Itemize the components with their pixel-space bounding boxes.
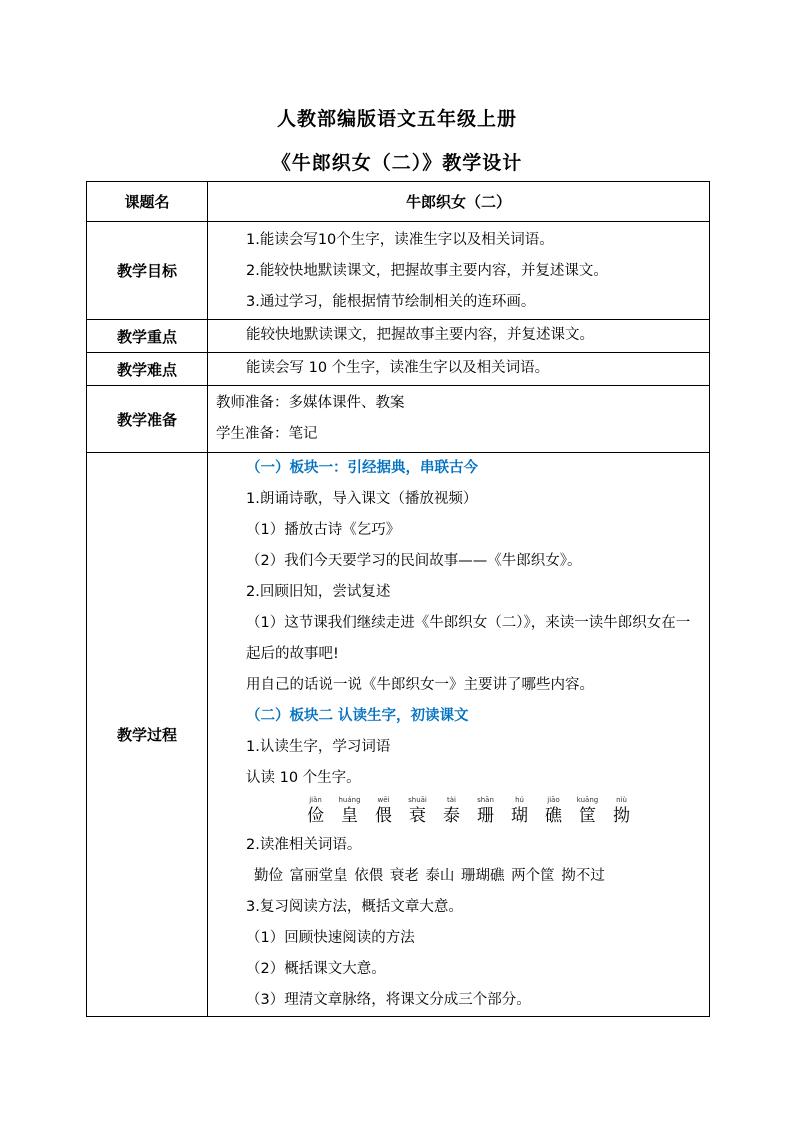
- pinyin: jiǎn: [309, 796, 322, 804]
- character-item: [371, 796, 397, 828]
- character: 瑚: [511, 806, 528, 826]
- table-row-prep: [87, 386, 710, 453]
- section-title: （二）板块二 认读生字，初读课文: [246, 708, 469, 724]
- lesson-plan-table: [86, 181, 710, 1017]
- step-text: 2.回顾旧知，尝试复述: [246, 584, 391, 600]
- pinyin: niù: [616, 796, 627, 804]
- character: 衰: [409, 806, 426, 826]
- section-title: （一）板块一：引经据典，串联古今: [246, 460, 478, 476]
- difficulty-cell: [208, 353, 710, 386]
- step-text: （2）我们今天要学习的民间故事——《牛郎织女》。: [246, 553, 582, 569]
- table-row-difficulty: [87, 353, 710, 386]
- goals-cell: [208, 222, 710, 320]
- character: 泰: [443, 806, 460, 826]
- table-row-process: [87, 453, 710, 1017]
- table-row-topic: [87, 182, 710, 222]
- step-text: （1）这节课我们继续走进《牛郎织女（二）》，来读一读牛郎织女在一起后的故事吧!: [246, 615, 691, 662]
- prep-item: 学生准备：笔记: [216, 426, 318, 442]
- row-label-difficulty: 教学难点: [87, 353, 208, 386]
- topic-value: 牛郎织女（二）: [208, 182, 710, 222]
- character-item: [507, 796, 533, 828]
- step-text: （2）概括课文大意。: [246, 961, 386, 977]
- document-subtitle: 《牛郎织女（二）》教学设计: [271, 152, 523, 174]
- step-text: （3）理清文章脉络，将课文分成三个部分。: [246, 992, 531, 1008]
- pinyin: wēi: [377, 796, 390, 804]
- step-text: 2.读准相关词语。: [246, 837, 362, 853]
- character: 俭: [307, 806, 324, 826]
- focus-cell: [208, 320, 710, 353]
- character: 拗: [613, 806, 630, 826]
- goal-item: 1.能读会写10个生字，读准生字以及相关词语。: [246, 232, 554, 248]
- character-item: [337, 796, 363, 828]
- character-item: [541, 796, 567, 828]
- character: 礁: [545, 806, 562, 826]
- goal-item: 2.能较快地默读课文，把握故事主要内容，并复述课文。: [246, 263, 608, 279]
- step-text: 用自己的话说一说《牛郎织女一》主要讲了哪些内容。: [246, 677, 594, 693]
- row-label-topic: 课题名: [87, 182, 208, 222]
- pinyin: shān: [477, 796, 494, 804]
- step-text: （1）播放古诗《乞巧》: [246, 522, 401, 538]
- character-item: [609, 796, 635, 828]
- pinyin: huáng: [338, 796, 361, 804]
- step-text: 认读 10 个生字。: [246, 770, 361, 786]
- difficulty-text: 能读会写 10 个生字，读准生字以及相关词语。: [246, 360, 550, 376]
- character: 皇: [341, 806, 358, 826]
- character-item: [405, 796, 431, 828]
- character-item: [473, 796, 499, 828]
- character: 偎: [375, 806, 392, 826]
- goal-item: 3.通过学习，能根据情节绘制相关的连环画。: [246, 294, 536, 310]
- step-text-wrapping: [208, 608, 709, 670]
- process-cell: [208, 453, 710, 1017]
- pinyin: jiāo: [547, 796, 560, 804]
- row-label-prep: 教学准备: [87, 386, 208, 453]
- prep-cell: [208, 386, 710, 453]
- row-label-process: 教学过程: [87, 453, 208, 1017]
- character: 筐: [579, 806, 596, 826]
- character-item: [439, 796, 465, 828]
- step-text: （1）回顾快速阅读的方法: [246, 930, 415, 946]
- character: 珊: [477, 806, 494, 826]
- character-item: [575, 796, 601, 828]
- table-row-focus: [87, 320, 710, 353]
- row-label-focus: 教学重点: [87, 320, 208, 353]
- pinyin: tài: [447, 796, 456, 804]
- row-label-goals: 教学目标: [87, 222, 208, 320]
- pinyin: kuāng: [576, 796, 599, 804]
- document-title: 人教部编版语文五年级上册: [276, 108, 517, 130]
- prep-item: 教师准备：多媒体课件、教案: [216, 395, 405, 411]
- step-text: 1.认读生字，学习词语: [246, 739, 391, 755]
- pinyin: shuāi: [408, 796, 427, 804]
- focus-text: 能较快地默读课文，把握故事主要内容，并复述课文。: [246, 327, 594, 343]
- pinyin: hú: [515, 796, 524, 804]
- vocabulary-words: 勤俭 富丽堂皇 依偎 衰老 泰山 珊瑚礁 两个筐 拗不过: [254, 868, 605, 884]
- step-text: 3.复习阅读方法，概括文章大意。: [246, 899, 463, 915]
- step-text: 1.朗诵诗歌，导入课文（播放视频）: [246, 491, 478, 507]
- new-characters-with-pinyin: [208, 796, 709, 828]
- table-row-goals: [87, 222, 710, 320]
- character-item: [303, 796, 329, 828]
